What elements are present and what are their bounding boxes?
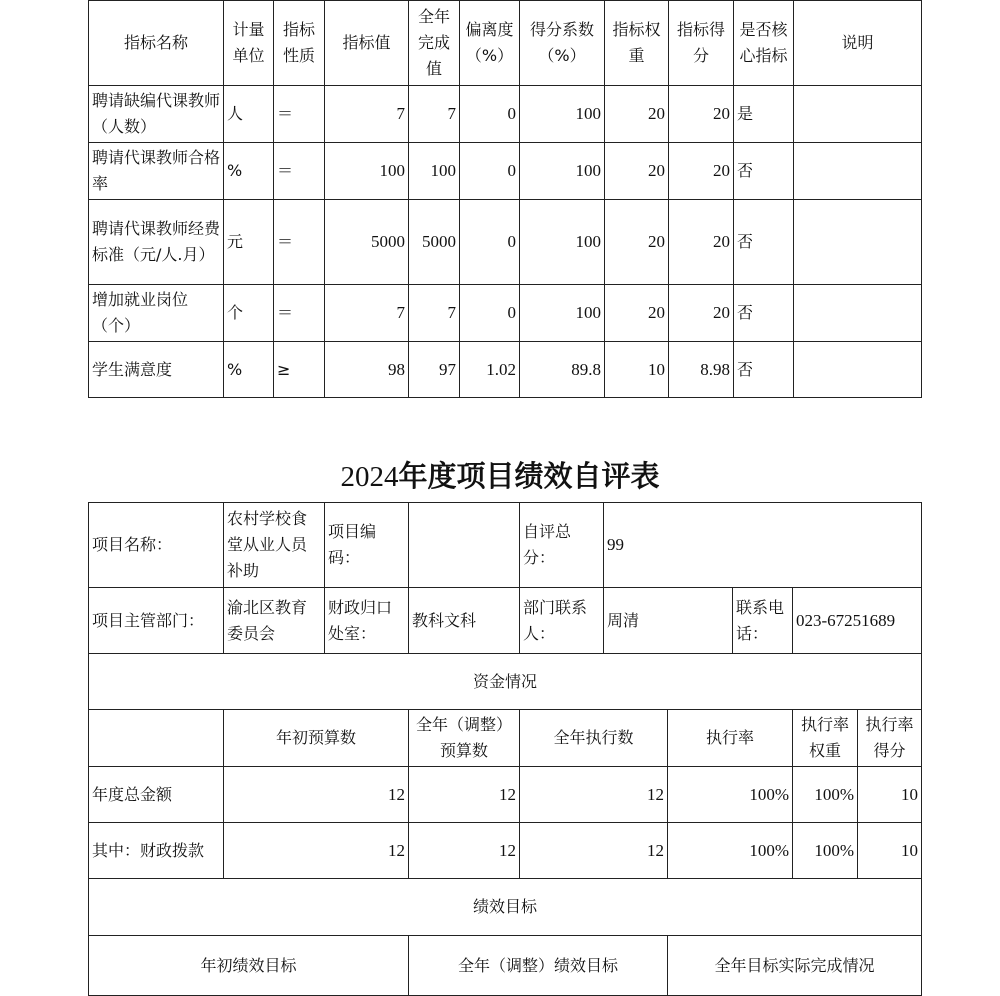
indicator-score: 20	[669, 86, 734, 143]
indicator-core: 否	[734, 143, 794, 200]
funds-row-label: 其中：财政拨款	[89, 823, 224, 879]
indicator-actual: 7	[409, 86, 460, 143]
indicator-nature: ＝	[274, 285, 325, 342]
project-name-label: 项目名称：	[89, 503, 224, 588]
department-row	[89, 588, 922, 654]
indicator-unit: %	[224, 342, 274, 398]
self-score-label: 自评总分：	[520, 503, 604, 588]
funds-initial: 12	[224, 823, 409, 879]
header-indicator-name: 指标名称	[89, 1, 224, 86]
project-name-value: 农村学校食堂从业人员补助	[224, 503, 325, 588]
indicator-actual: 100	[409, 143, 460, 200]
indicator-weight: 10	[605, 342, 669, 398]
indicator-name: 聘请缺编代课教师（人数）	[89, 86, 224, 143]
funds-adjusted: 12	[409, 823, 520, 879]
project-info-row	[89, 503, 922, 588]
indicator-score: 20	[669, 200, 734, 285]
goals-header-row	[89, 936, 922, 996]
table-row	[89, 143, 922, 200]
indicator-unit: 元	[224, 200, 274, 285]
table-row	[89, 200, 922, 285]
header-weight: 指标权重	[605, 1, 669, 86]
indicator-name: 聘请代课教师经费标准（元/人.月）	[89, 200, 224, 285]
indicator-header-row	[89, 1, 922, 86]
table-row	[89, 767, 922, 823]
title-year: 2024	[340, 461, 399, 493]
header-score: 指标得分	[669, 1, 734, 86]
header-target: 指标值	[325, 1, 409, 86]
goals-header-completion: 全年目标实际完成情况	[668, 936, 922, 996]
phone-label: 联系电话：	[733, 588, 793, 654]
indicator-deviation: 1.02	[460, 342, 520, 398]
goals-section-row	[89, 879, 922, 936]
funds-header-executed: 全年执行数	[520, 710, 668, 767]
goals-header-adjusted: 全年（调整）绩效目标	[409, 936, 668, 996]
indicator-actual: 97	[409, 342, 460, 398]
funds-rate-score: 10	[858, 823, 922, 879]
indicator-nature: ≥	[274, 342, 325, 398]
indicator-core: 是	[734, 86, 794, 143]
dept-label: 项目主管部门：	[89, 588, 224, 654]
header-deviation: 偏离度（%）	[460, 1, 520, 86]
self-evaluation-table	[88, 502, 922, 996]
funds-section-title: 资金情况	[89, 654, 922, 710]
title-text: 年度项目绩效自评表	[398, 459, 660, 493]
indicator-unit: 人	[224, 86, 274, 143]
funds-header-rate: 执行率	[668, 710, 793, 767]
indicator-core: 否	[734, 342, 794, 398]
indicator-deviation: 0	[460, 143, 520, 200]
page-title	[0, 456, 1000, 497]
indicator-nature: ＝	[274, 86, 325, 143]
indicator-actual: 7	[409, 285, 460, 342]
funds-initial: 12	[224, 767, 409, 823]
header-actual: 全年完成值	[409, 1, 460, 86]
indicator-note	[794, 143, 922, 200]
indicator-score: 20	[669, 285, 734, 342]
indicator-weight: 20	[605, 86, 669, 143]
contact-value: 周清	[604, 588, 733, 654]
indicator-score: 8.98	[669, 342, 734, 398]
header-core: 是否核心指标	[734, 1, 794, 86]
indicator-note	[794, 285, 922, 342]
indicator-deviation: 0	[460, 200, 520, 285]
indicator-target: 100	[325, 143, 409, 200]
indicator-nature: ＝	[274, 200, 325, 285]
indicator-note	[794, 342, 922, 398]
indicator-nature: ＝	[274, 143, 325, 200]
indicator-table	[88, 0, 922, 398]
indicator-unit: %	[224, 143, 274, 200]
indicator-core: 否	[734, 285, 794, 342]
indicator-target: 5000	[325, 200, 409, 285]
indicator-weight: 20	[605, 285, 669, 342]
table-row	[89, 86, 922, 143]
funds-header-row	[89, 710, 922, 767]
funds-rate-weight: 100%	[793, 823, 858, 879]
funds-rate: 100%	[668, 767, 793, 823]
indicator-unit: 个	[224, 285, 274, 342]
indicator-score: 20	[669, 143, 734, 200]
indicator-actual: 5000	[409, 200, 460, 285]
indicator-deviation: 0	[460, 285, 520, 342]
project-code-label: 项目编码：	[325, 503, 409, 588]
indicator-note	[794, 86, 922, 143]
indicator-name: 增加就业岗位（个）	[89, 285, 224, 342]
office-label: 财政归口处室：	[325, 588, 409, 654]
funds-header-adjusted: 全年（调整）预算数	[409, 710, 520, 767]
project-code-value	[409, 503, 520, 588]
funds-header-blank	[89, 710, 224, 767]
contact-label: 部门联系人：	[520, 588, 604, 654]
indicator-weight: 20	[605, 143, 669, 200]
header-nature: 指标性质	[274, 1, 325, 86]
funds-row-label: 年度总金额	[89, 767, 224, 823]
funds-rate-score: 10	[858, 767, 922, 823]
self-score-value: 99	[604, 503, 922, 588]
goals-header-initial: 年初绩效目标	[89, 936, 409, 996]
funds-header-initial: 年初预算数	[224, 710, 409, 767]
header-note: 说明	[794, 1, 922, 86]
funds-rate-weight: 100%	[793, 767, 858, 823]
indicator-weight: 20	[605, 200, 669, 285]
indicator-target: 7	[325, 285, 409, 342]
phone-value: 023-67251689	[793, 588, 922, 654]
indicator-target: 98	[325, 342, 409, 398]
table-row	[89, 823, 922, 879]
indicator-deviation: 0	[460, 86, 520, 143]
funds-rate: 100%	[668, 823, 793, 879]
funds-section-row	[89, 654, 922, 710]
funds-header-rate-weight: 执行率权重	[793, 710, 858, 767]
indicator-coef: 100	[520, 200, 605, 285]
goals-section-title: 绩效目标	[89, 879, 922, 936]
funds-executed: 12	[520, 767, 668, 823]
funds-header-rate-score: 执行率得分	[858, 710, 922, 767]
header-unit: 计量单位	[224, 1, 274, 86]
indicator-coef: 89.8	[520, 342, 605, 398]
header-coef: 得分系数（%）	[520, 1, 605, 86]
dept-value: 渝北区教育委员会	[224, 588, 325, 654]
indicator-coef: 100	[520, 143, 605, 200]
indicator-note	[794, 200, 922, 285]
indicator-name: 学生满意度	[89, 342, 224, 398]
indicator-coef: 100	[520, 86, 605, 143]
funds-executed: 12	[520, 823, 668, 879]
indicator-name: 聘请代课教师合格率	[89, 143, 224, 200]
office-value: 教科文科	[409, 588, 520, 654]
indicator-core: 否	[734, 200, 794, 285]
indicator-coef: 100	[520, 285, 605, 342]
table-row	[89, 285, 922, 342]
funds-adjusted: 12	[409, 767, 520, 823]
indicator-target: 7	[325, 86, 409, 143]
table-row	[89, 342, 922, 398]
